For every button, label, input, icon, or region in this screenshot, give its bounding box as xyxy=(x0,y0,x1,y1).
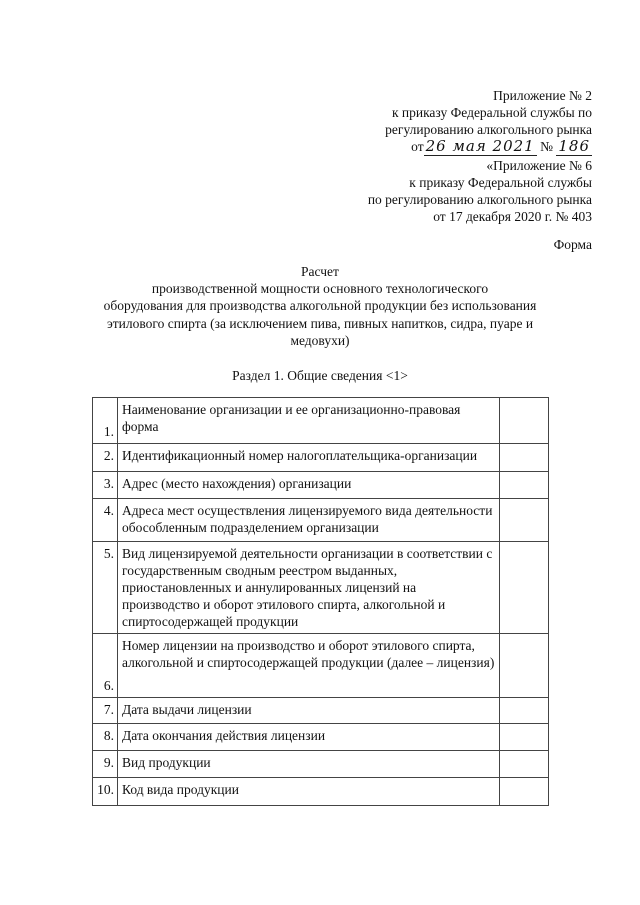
row-number: 3. xyxy=(93,472,118,499)
row-label: Адреса мест осуществления лицензируемого вида деятельности обособленным подразделением организации xyxy=(118,499,500,542)
row-value-cell[interactable] xyxy=(500,472,549,499)
title-line: Расчет xyxy=(301,264,339,279)
table-row xyxy=(93,751,549,778)
row-value-cell[interactable] xyxy=(500,499,549,542)
row-label: Код вида продукции xyxy=(118,778,500,806)
row-label: Наименование организации и ее организационно-правовая форма xyxy=(118,398,500,444)
appendix-order-line: от 17 декабря 2020 г. № 403 xyxy=(433,209,592,224)
row-label: Номер лицензии на производство и оборот этилового спирта, алкогольной и спиртосодержащей продукции (далее – лицензия) xyxy=(118,634,500,698)
row-label: Дата выдачи лицензии xyxy=(118,698,500,724)
appendix-2-header xyxy=(385,87,592,155)
appendix-date-line: от 26 мая 2021 № 186 xyxy=(411,137,590,155)
appendix-title: Приложение № 2 xyxy=(493,88,592,103)
row-value-cell[interactable] xyxy=(500,444,549,472)
row-value-cell[interactable] xyxy=(500,751,549,778)
row-value-cell[interactable] xyxy=(500,698,549,724)
table-row xyxy=(93,698,549,724)
handwritten-date: 26 мая 2021 xyxy=(425,137,535,155)
row-label: Вид продукции xyxy=(118,751,500,778)
row-value-cell[interactable] xyxy=(500,634,549,698)
row-value-cell[interactable] xyxy=(500,398,549,444)
document-title xyxy=(60,263,580,349)
appendix-title: «Приложение № 6 xyxy=(486,158,592,173)
row-label: Адрес (место нахождения) организации xyxy=(118,472,500,499)
appendix-order-line: регулированию алкогольного рынка xyxy=(385,122,592,137)
table-row xyxy=(93,398,549,444)
table-row xyxy=(93,634,549,698)
row-number: 4. xyxy=(93,499,118,542)
table-row xyxy=(93,778,549,806)
section-title: Раздел 1. Общие сведения <1> xyxy=(232,368,408,383)
row-number: 1. xyxy=(93,398,118,444)
appendix-order-line: к приказу Федеральной службы по xyxy=(391,105,592,120)
table-row xyxy=(93,724,549,751)
row-number: 10. xyxy=(93,778,118,806)
row-label: Дата окончания действия лицензии xyxy=(118,724,500,751)
title-line: медовухи) xyxy=(290,332,350,348)
table-row xyxy=(93,499,549,542)
table-row xyxy=(93,444,549,472)
row-number: 9. xyxy=(93,751,118,778)
appendix-6-header xyxy=(368,157,592,225)
title-line: этилового спирта (за исключением пива, пивных напитков, сидра, пуаре и xyxy=(106,315,534,331)
appendix-order-line: по регулированию алкогольного рынка xyxy=(367,192,592,207)
row-number: 6. xyxy=(93,634,118,698)
handwritten-number: 186 xyxy=(558,137,590,155)
general-info-table xyxy=(92,397,549,806)
table-row xyxy=(93,542,549,634)
row-value-cell[interactable] xyxy=(500,724,549,751)
row-number: 5. xyxy=(93,542,118,634)
appendix-order-line: к приказу Федеральной службы xyxy=(409,175,592,190)
form-label: Форма xyxy=(553,237,592,252)
title-line: производственной мощности основного технологического xyxy=(151,281,489,297)
title-line: оборудования для производства алкогольной продукции без использования xyxy=(103,298,537,314)
row-number: 8. xyxy=(93,724,118,751)
row-value-cell[interactable] xyxy=(500,542,549,634)
row-label: Вид лицензируемой деятельности организации в соответствии с государственным сводным реестром выданных, приостановленных и аннулированных лицензий на производство и оборот этилового спирта, алкогольной и спиртосодержащей продукции xyxy=(118,542,500,634)
table-row xyxy=(93,472,549,499)
row-value-cell[interactable] xyxy=(500,778,549,806)
row-number: 7. xyxy=(93,698,118,724)
row-label: Идентификационный номер налогоплательщика-организации xyxy=(118,444,500,472)
row-number: 2. xyxy=(93,444,118,472)
